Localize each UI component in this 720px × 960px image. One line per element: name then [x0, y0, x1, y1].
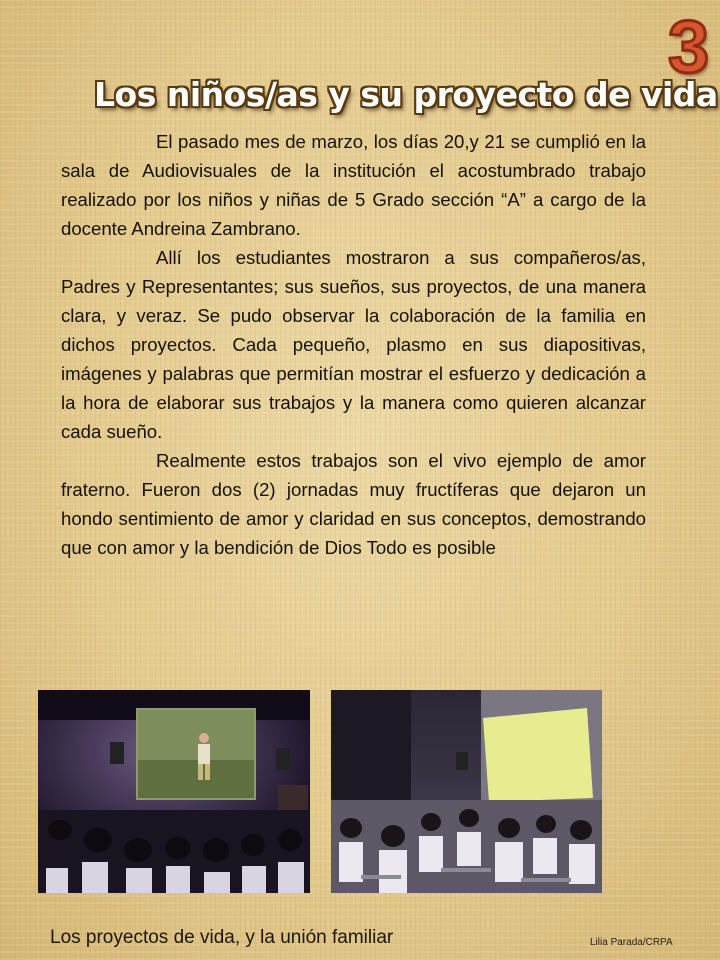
article-body	[61, 127, 646, 562]
author-credit: Lilia Parada/CRPA	[590, 937, 673, 948]
page-title: Los niños/as y su proyecto de vida	[94, 75, 718, 114]
photo-projection-room	[38, 690, 310, 893]
article-paragraph: El pasado mes de marzo, los días 20,y 21 se cumplió en la sala de Audiovisuales de la institución el acostumbrado trabajo realizado por los niños y niñas de 5 Grado sección “A” a cargo de la docente Andreina Zambrano.	[61, 131, 646, 239]
page-number: 3	[668, 5, 710, 88]
photo-classroom-presentation	[331, 690, 602, 893]
article-paragraph: Allí los estudiantes mostraron a sus compañeros/as, Padres y Representantes; sus sueños, sus proyectos, de una manera clara, y veraz. Se pudo observar la colaboración de la familia en dichos proyectos. Cada pequeño, plasmo en sus diapositivas, imágenes y palabras que permitían mostrar el esfuerzo y dedicación a la hora de elaborar sus trabajos y la manera como quieren alcanzar cada sueño.	[61, 247, 646, 442]
article-paragraph: Realmente estos trabajos son el vivo ejemplo de amor fraterno. Fueron dos (2) jornadas muy fructíferas que dejaron un hondo sentimiento de amor y claridad en sus conceptos, demostrando que con amor y la bendición de Dios Todo es posible	[61, 450, 646, 558]
photo-caption: Los proyectos de vida, y la unión familiar	[50, 927, 394, 948]
